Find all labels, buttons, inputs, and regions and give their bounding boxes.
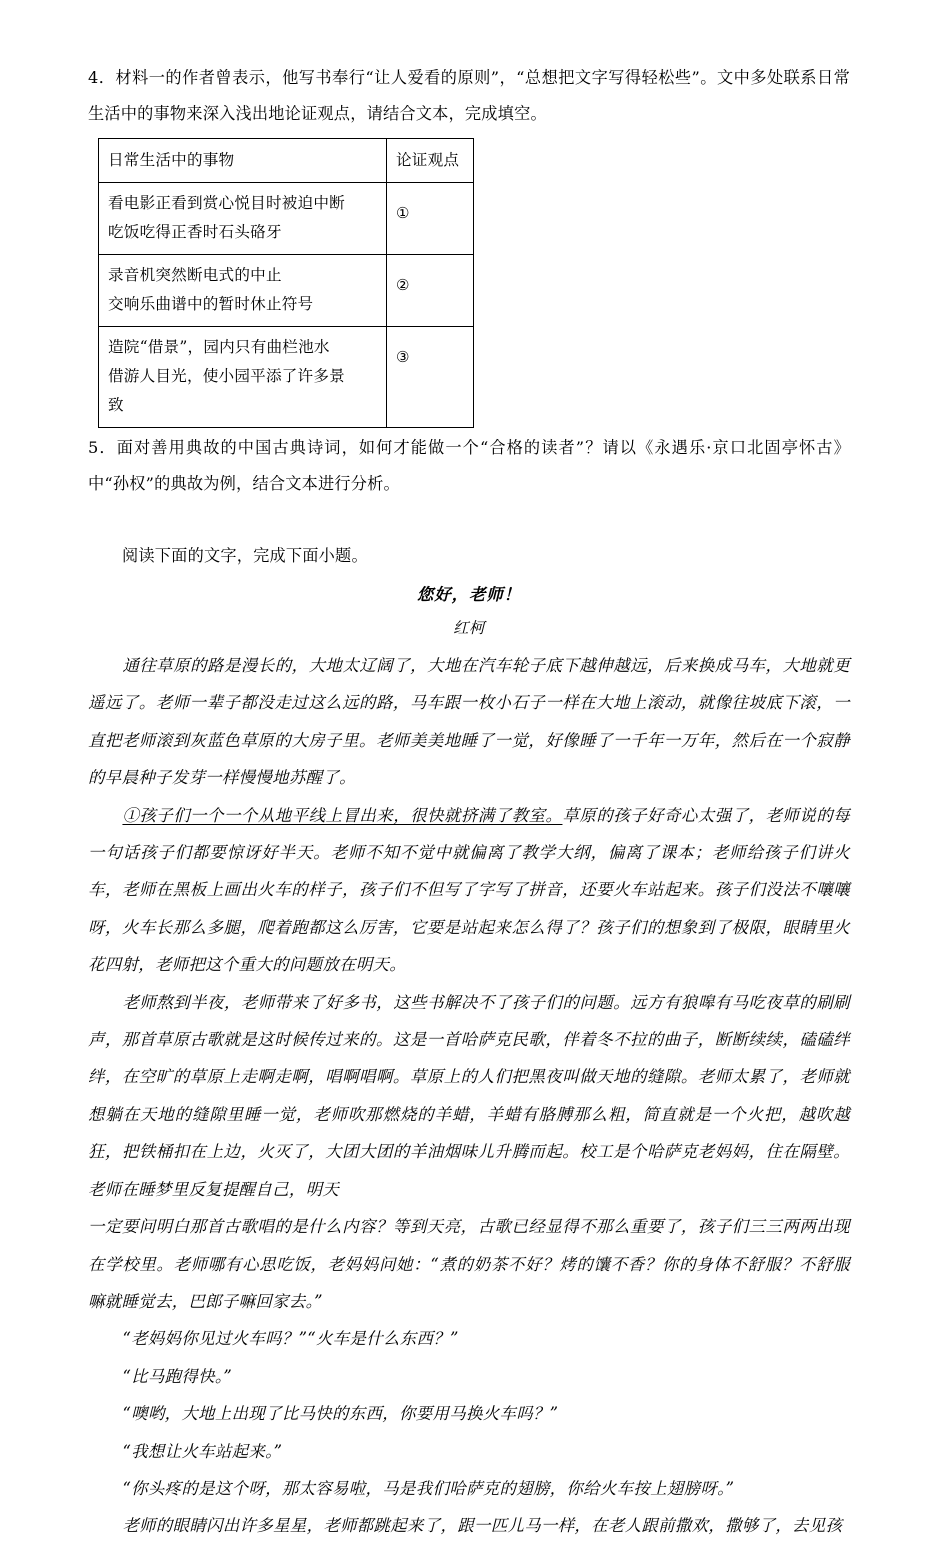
paragraph-text: 草原的孩子好奇心太强了，老师说的每一句话孩子们都要惊讶好半天。老师不知不觉中就偏离了教学大纲，偏离了课本；老师给孩子们讲火车，老师在黑板上画出火车的样子，孩子们不但写了字写了拼音，还要火车站起来。孩子们没法不嚷嚷呀，火车长那么多腿，爬着跑都这么厉害，它要是站起来怎么得了？孩子们的想象到了极限，眼睛里火花四射，老师把这个重大的问题放在明天。 <box>88 805 850 975</box>
table-header-cell-viewpoint: 论证观点 <box>387 139 474 183</box>
passage-paragraph <box>88 1358 850 1395</box>
argument-table-wrapper <box>98 138 850 428</box>
paragraph-text: “我想让火车站起来。” <box>122 1441 283 1461</box>
table-cell-viewpoint-index: ② <box>387 255 474 327</box>
question-5-stem: 5．面对善用典故的中国古典诗词，如何才能做一个“合格的读者”？请以《永遇乐·京口北固亭怀古》中“孙权”的典故为例，结合文本进行分析。 <box>88 438 850 493</box>
passage-paragraph <box>88 797 850 984</box>
table-row <box>99 183 474 255</box>
passage-paragraph <box>88 647 850 797</box>
passage-body <box>88 647 850 1545</box>
table-cell-line: 录音机突然断电式的中止 <box>108 266 282 284</box>
paragraph-text: “你头疼的是这个呀，那太容易啦，马是我们哈萨克的翅膀，你给火车按上翅膀呀。” <box>122 1478 735 1498</box>
paragraph-text: “噢哟，大地上出现了比马快的东西，你要用马换火车吗？” <box>122 1404 559 1424</box>
underlined-sentence: ①孩子们一个一个从地平线上冒出来，很快就挤满了教室。 <box>122 805 563 825</box>
table-row <box>99 255 474 327</box>
table-cell-line: 交响乐曲谱中的暂时休止符号 <box>108 295 314 313</box>
passage-instruction: 阅读下面的文字，完成下面小题。 <box>122 546 368 565</box>
passage-paragraph <box>88 1208 850 1320</box>
table-cell-line: 借游人目光，使小园平添了许多景 <box>108 367 345 385</box>
passage-paragraph <box>88 1470 850 1507</box>
passage-paragraph <box>88 1507 850 1544</box>
question-4-stem: 4．材料一的作者曾表示，他写书奉行“让人爱看的原则”，“总想把文字写得轻松些”。文中多处联系日常生活中的事物来深入浅出地论证观点，请结合文本，完成填空。 <box>88 68 850 123</box>
table-cell-line: 造院“借景”，园内只有曲栏池水 <box>108 338 330 356</box>
table-cell-items <box>99 255 387 327</box>
paragraph-text: 通往草原的路是漫长的，大地太辽阔了，大地在汽车轮子底下越伸越远，后来换成马车，大地就更遥远了。老师一辈子都没走过这么远的路，马车跟一枚小石子一样在大地上滚动，就像往坡底下滚，一直把老师滚到灰蓝色草原的大房子里。老师美美地睡了一觉，好像睡了一千年一万年，然后在一个寂静的早晨种子发芽一样慢慢地苏醒了。 <box>88 656 850 788</box>
table-cell-line: 看电影正看到赏心悦目时被迫中断 <box>108 194 345 212</box>
passage-paragraph <box>88 984 850 1208</box>
passage-paragraph <box>88 1395 850 1432</box>
table-row <box>99 327 474 428</box>
question-4-block <box>88 60 850 132</box>
paragraph-text: “比马跑得快。” <box>122 1366 233 1386</box>
paragraph-text: 老师的眼睛闪出许多星星，老师都跳起来了，跟一匹儿马一样，在老人跟前撒欢，撒够了，去见孩 <box>122 1516 843 1536</box>
argument-table <box>98 138 474 428</box>
passage-title: 您好，老师！ <box>416 585 522 604</box>
reading-passage <box>88 538 850 1545</box>
table-cell-line: 致 <box>108 396 124 414</box>
table-cell-viewpoint-index: ③ <box>387 327 474 428</box>
question-5-block <box>88 430 850 502</box>
table-cell-viewpoint-index: ① <box>387 183 474 255</box>
table-cell-items <box>99 327 387 428</box>
passage-paragraph <box>88 1320 850 1357</box>
paragraph-text: 一定要问明白那首古歌唱的是什么内容？等到天亮，古歌已经显得不那么重要了，孩子们三三两两出现在学校里。老师哪有心思吃饭，老妈妈问她：“煮的奶茶不好？烤的馕不香？你的身体不舒服？不舒服嘛就睡觉去，巴郎子嘛回家去。” <box>88 1217 850 1311</box>
table-cell-line: 吃饭吃得正香时石头硌牙 <box>108 223 282 241</box>
paragraph-text: “老妈妈你见过火车吗？”“火车是什么东西？” <box>122 1329 459 1349</box>
table-cell-items <box>99 183 387 255</box>
table-header-cell-items: 日常生活中的事物 <box>99 139 387 183</box>
passage-paragraph <box>88 1433 850 1470</box>
table-header-row <box>99 139 474 183</box>
passage-author: 红柯 <box>453 619 485 637</box>
paragraph-text: 老师熬到半夜，老师带来了好多书，这些书解决不了孩子们的问题。远方有狼嗥有马吃夜草的刷刷声，那首草原古歌就是这时候传过来的。这是一首哈萨克民歌，伴着冬不拉的曲子，断断续续，磕磕绊绊，在空旷的草原上走啊走啊，唱啊唱啊。草原上的人们把黑夜叫做天地的缝隙。老师太累了，老师就想躺在天地的缝隙里睡一觉，老师吹那燃烧的羊蜡，羊蜡有胳膊那么粗，简直就是一个火把，越吹越狂，把铁桶扣在上边，火灭了，大团大团的羊油烟味儿升腾而起。校工是个哈萨克老妈妈，住在隔壁。老师在睡梦里反复提醒自己，明天 <box>88 992 850 1199</box>
